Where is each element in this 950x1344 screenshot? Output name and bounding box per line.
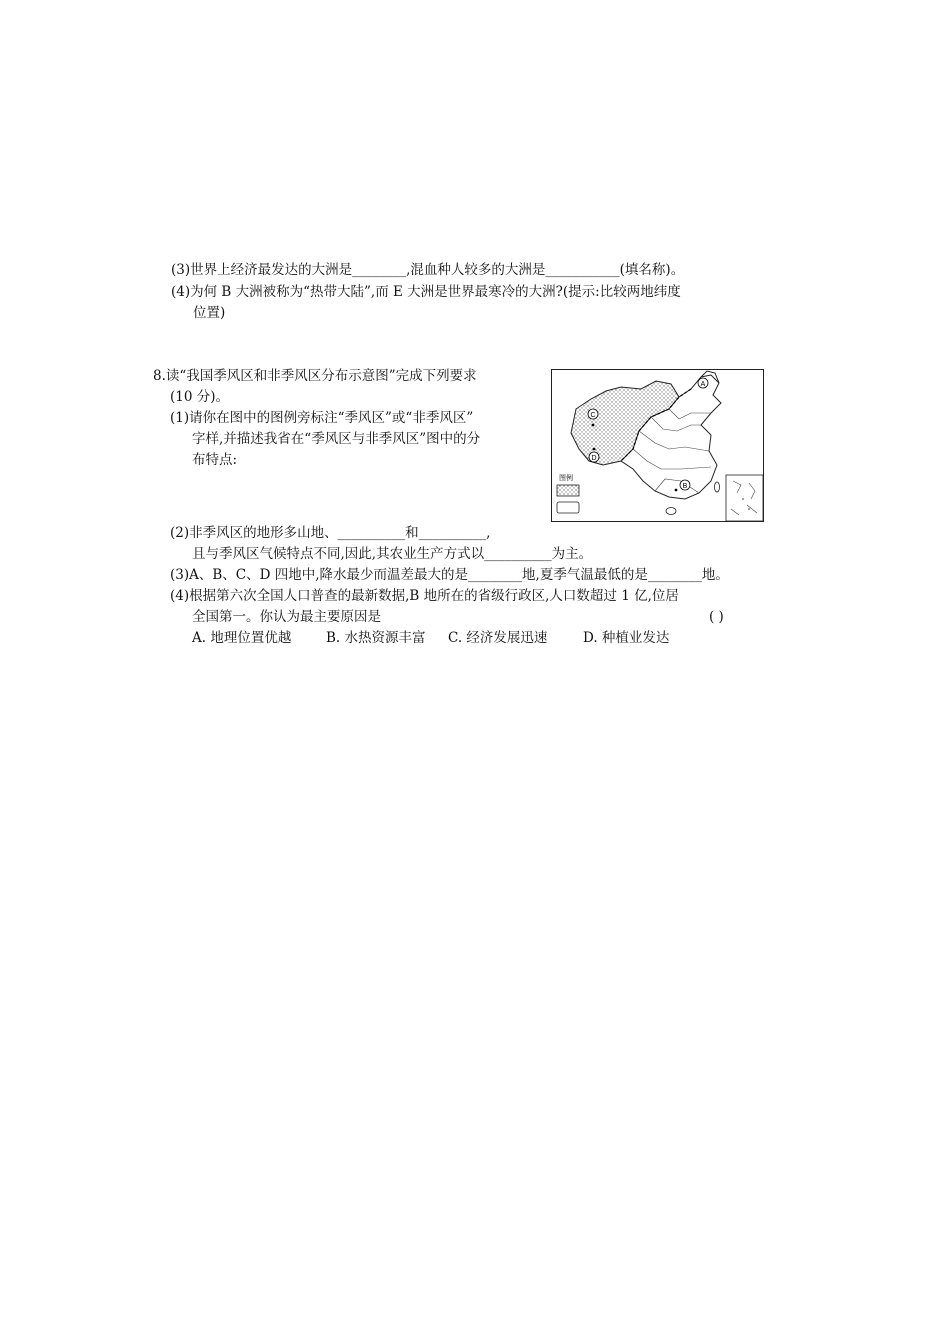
svg-text:A: A [700,381,706,388]
legend-dotted-swatch [557,485,579,496]
q8-part3: (3)A、B、C、D 四地中,降水最少而温差最大的是________地,夏季气温最低的是________地。 [170,567,729,583]
legend-blank-swatch [557,502,579,513]
q8-part2-line2: 且与季风区气候特点不同,因此,其农业生产方式以__________为主。 [192,546,593,562]
q8-part1-line3: 布特点: [192,452,238,468]
svg-text:C: C [590,412,596,419]
q8-answer-paren: ( ) [709,609,724,625]
south-china-sea-inset [726,475,763,521]
option-a: A. 地理位置优越 [192,630,292,646]
q7-part3: (3)世界上经济最发达的大洲是________,混血种人较多的大洲是___________(填名称)。 [171,262,685,278]
q8-part4-line2: 全国第一。你认为最主要原因是 [192,609,381,625]
option-b: B. 水热资源丰富 [326,630,426,646]
q7-part4-line1: (4)为何 B 大洲被称为“热带大陆”,而 E 大洲是世界最寒冷的大洲?(提示:比较两地纬度 [171,284,681,300]
q8-intro-line2: (10 分)。 [170,389,230,405]
option-d: D. 种植业发达 [583,630,670,646]
china-map-figure [551,369,764,522]
q8-part2-line1: (2)非季风区的地形多山地、__________和__________, [170,525,491,541]
q8-part1-line2: 字样,并描述我省在“季风区与非季风区”图中的分 [192,431,481,447]
svg-text:D: D [591,455,597,462]
q7-part4-line2: 位置) [193,305,226,321]
svg-text:B: B [682,483,688,490]
q8-intro-line1: 8.读“我国季风区和非季风区分布示意图”完成下列要求 [153,368,477,384]
legend-title: 图例 [559,475,573,482]
option-c: C. 经济发展迅速 [448,630,548,646]
q8-part1-line1: (1)请你在图中的图例旁标注“季风区”或“非季风区” [170,410,474,426]
q8-part4-line1: (4)根据第六次全国人口普查的最新数据,B 地所在的省级行政区,人口数超过 1 亿,位居 [170,588,679,604]
point-a [698,378,708,388]
monsoon-region-map [551,369,764,522]
